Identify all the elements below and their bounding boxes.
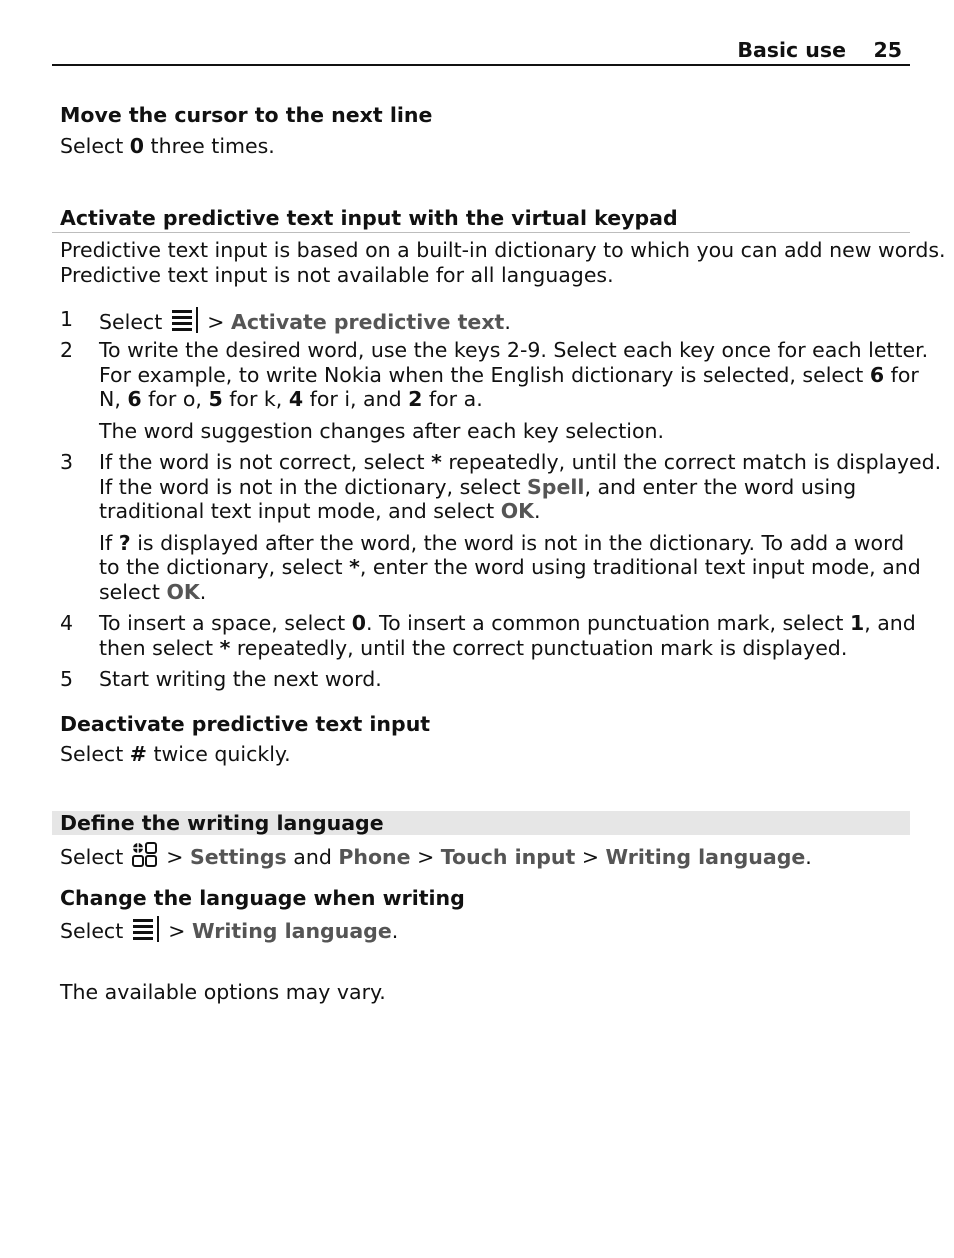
step-3-line-3: traditional text input mode, and select OK.	[99, 499, 541, 523]
page-header	[52, 36, 910, 66]
menu-apps-icon	[132, 842, 158, 874]
options-menu-icon	[132, 916, 160, 948]
phone-option: Phone	[338, 845, 411, 869]
step-number: 2	[60, 338, 74, 362]
touch-input-option: Touch input	[440, 845, 576, 869]
define-language-heading: Define the writing language	[52, 811, 910, 835]
step-3-note-3: select OK.	[99, 580, 207, 604]
predictive-heading: Activate predictive text input with the virtual keypad	[52, 206, 910, 233]
step-3-note-2: to the dictionary, select *, enter the word using traditional text input mode, and	[99, 555, 921, 579]
step-3-line-2: If the word is not in the dictionary, select Spell, and enter the word using	[99, 475, 857, 499]
writing-language-option: Writing language	[605, 845, 806, 869]
change-language-text: Select > Writing language.	[60, 916, 398, 948]
deactivate-heading: Deactivate predictive text input	[60, 712, 431, 736]
predictive-intro-1: Predictive text input is based on a built-in dictionary to which you can add new words.	[60, 238, 946, 262]
move-cursor-text: Select 0 three times.	[60, 134, 275, 158]
step-3-line-1: If the word is not correct, select * repeatedly, until the correct match is displayed.	[99, 450, 942, 474]
section-title: Basic use	[737, 38, 846, 62]
predictive-intro-2: Predictive text input is not available for all languages.	[60, 263, 614, 287]
step-number: 4	[60, 611, 74, 635]
step-4-line-2: then select * repeatedly, until the correct punctuation mark is displayed.	[99, 636, 848, 660]
deactivate-text: Select # twice quickly.	[60, 742, 291, 766]
step-2-line-1: To write the desired word, use the keys 2-9. Select each key once for each letter.	[99, 338, 929, 362]
step-4-line-1: To insert a space, select 0. To insert a common punctuation mark, select 1, and	[99, 611, 916, 635]
step-2-line-3: N, 6 for o, 5 for k, 4 for i, and 2 for a.	[99, 387, 483, 411]
step-2-note: The word suggestion changes after each key selection.	[99, 419, 664, 443]
spell-option: Spell	[527, 475, 585, 499]
change-language-heading: Change the language when writing	[60, 886, 465, 910]
step-number: 1	[60, 307, 74, 331]
step-2-line-2: For example, to write Nokia when the English dictionary is selected, select 6 for	[99, 363, 919, 387]
step-number: 3	[60, 450, 74, 474]
step-number: 5	[60, 667, 74, 691]
writing-language-option: Writing language	[191, 919, 392, 943]
ok-option: OK	[500, 499, 534, 523]
options-menu-icon	[171, 307, 199, 339]
available-options-note: The available options may vary.	[60, 980, 386, 1004]
activate-predictive-option: Activate predictive text	[230, 310, 505, 334]
step-3-note-1: If ? is displayed after the word, the word is not in the dictionary. To add a word	[99, 531, 905, 555]
settings-option: Settings	[189, 845, 287, 869]
move-cursor-heading: Move the cursor to the next line	[60, 103, 433, 127]
page-number: 25	[873, 38, 902, 62]
define-language-text: Select > Settings and Phone > Touch input > Writing language.	[60, 842, 812, 874]
ok-option: OK	[166, 580, 200, 604]
step-1-text: Select > Activate predictive text.	[99, 307, 511, 339]
step-5-text: Start writing the next word.	[99, 667, 382, 691]
